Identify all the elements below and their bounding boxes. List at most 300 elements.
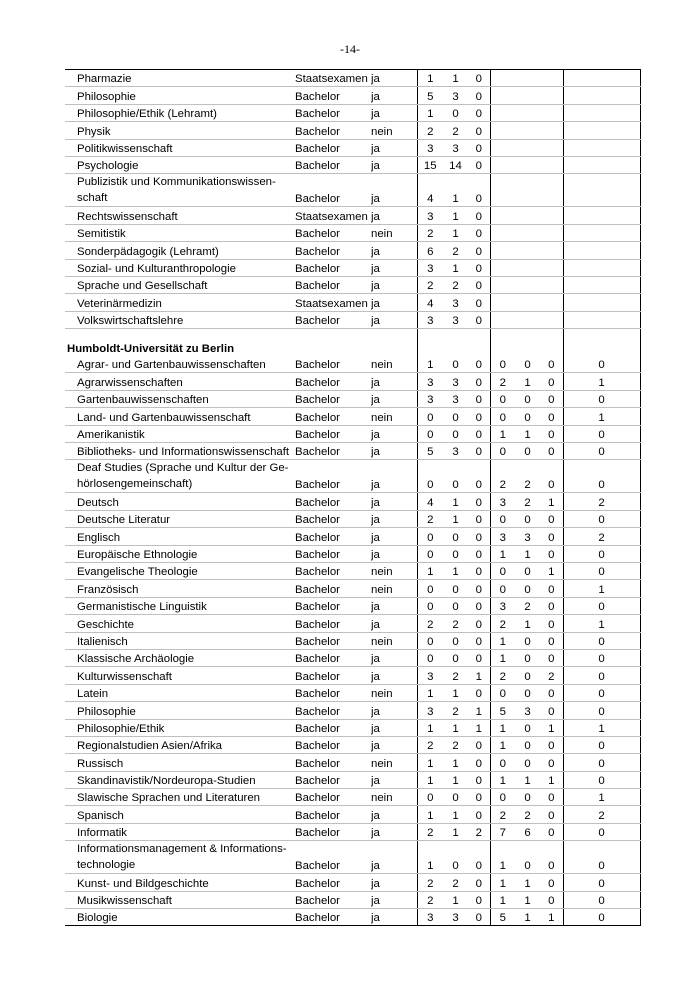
count-cell-a: 0	[417, 460, 443, 493]
count-cell-a: 5	[417, 443, 443, 460]
count-cell-a: 0	[417, 528, 443, 545]
count-cell-d: 0	[490, 789, 515, 806]
count-cell-a: 4	[417, 174, 443, 207]
program-name: Politikwissenschaft	[65, 139, 295, 156]
count-cell-e	[515, 156, 540, 173]
table-row	[65, 667, 640, 684]
count-cell-e: 0	[515, 754, 540, 771]
count-cell-g: 1	[563, 615, 640, 632]
program-name: Physik	[65, 122, 295, 139]
count-cell-f: 0	[540, 443, 563, 460]
table-row	[65, 545, 640, 562]
count-cell-c: 0	[468, 615, 490, 632]
degree-type: Bachelor	[295, 580, 371, 597]
count-cell-d: 1	[490, 771, 515, 788]
count-cell-d: 0	[490, 684, 515, 701]
program-name: Psychologie	[65, 156, 295, 173]
count-cell-d	[490, 87, 515, 104]
count-cell-g	[563, 174, 640, 207]
count-cell-e: 0	[515, 789, 540, 806]
count-cell-g: 0	[563, 562, 640, 579]
count-cell-a: 3	[417, 390, 443, 407]
flag-value: ja	[371, 70, 417, 87]
count-cell-b: 0	[443, 408, 468, 425]
degree-type: Bachelor	[295, 174, 371, 207]
degree-type: Bachelor	[295, 823, 371, 840]
count-cell-g: 0	[563, 736, 640, 753]
count-cell-a: 2	[417, 510, 443, 527]
count-cell-e: 0	[515, 443, 540, 460]
table-row	[65, 425, 640, 442]
count-cell-e	[515, 87, 540, 104]
count-cell-a: 15	[417, 156, 443, 173]
count-cell-d: 0	[490, 580, 515, 597]
table-row	[65, 702, 640, 719]
count-cell-d	[490, 224, 515, 241]
table-row	[65, 649, 640, 666]
flag-value: ja	[371, 615, 417, 632]
count-cell-f: 0	[540, 891, 563, 908]
flag-value: nein	[371, 562, 417, 579]
count-cell-d	[490, 156, 515, 173]
count-cell-c: 2	[468, 823, 490, 840]
count-cell-a: 3	[417, 259, 443, 276]
count-cell-b: 0	[443, 425, 468, 442]
program-name: Deutsche Literatur	[65, 510, 295, 527]
count-cell-d: 0	[490, 443, 515, 460]
degree-type: Bachelor	[295, 789, 371, 806]
count-cell-g: 1	[563, 789, 640, 806]
count-cell-g	[563, 207, 640, 224]
degree-type: Bachelor	[295, 104, 371, 121]
count-cell-e: 0	[515, 684, 540, 701]
count-cell-c: 0	[468, 789, 490, 806]
count-cell-d	[490, 276, 515, 293]
count-cell-a: 6	[417, 242, 443, 259]
count-cell-f: 0	[540, 528, 563, 545]
count-cell-a: 3	[417, 909, 443, 926]
count-cell-f	[540, 156, 563, 173]
count-cell-f: 1	[540, 493, 563, 510]
count-cell-c: 0	[468, 242, 490, 259]
count-cell-d: 0	[490, 356, 515, 373]
count-cell-f: 0	[540, 874, 563, 891]
degree-type: Bachelor	[295, 510, 371, 527]
flag-value: ja	[371, 104, 417, 121]
count-cell-c: 0	[468, 443, 490, 460]
degree-type: Staatsexamen	[295, 70, 371, 87]
count-cell-c: 0	[468, 528, 490, 545]
count-cell-c: 0	[468, 874, 490, 891]
flag-value: ja	[371, 139, 417, 156]
flag-value: nein	[371, 122, 417, 139]
count-cell-d	[490, 122, 515, 139]
program-name: Philosophie/Ethik (Lehramt)	[65, 104, 295, 121]
count-cell-c: 0	[468, 562, 490, 579]
count-cell-f: 0	[540, 580, 563, 597]
count-cell-d: 3	[490, 493, 515, 510]
count-cell-a: 2	[417, 122, 443, 139]
degree-type: Bachelor	[295, 545, 371, 562]
count-cell-b: 3	[443, 909, 468, 926]
degree-type: Bachelor	[295, 311, 371, 328]
count-cell-c: 1	[468, 702, 490, 719]
count-cell-a: 3	[417, 207, 443, 224]
table-row	[65, 87, 640, 104]
program-name: Sonderpädagogik (Lehramt)	[65, 242, 295, 259]
count-cell-b: 1	[443, 70, 468, 87]
program-name: Rechtswissenschaft	[65, 207, 295, 224]
count-cell-e	[515, 311, 540, 328]
count-cell-d: 1	[490, 719, 515, 736]
count-cell-g	[563, 294, 640, 311]
flag-value: nein	[371, 580, 417, 597]
flag-value: ja	[371, 276, 417, 293]
count-cell-b: 3	[443, 139, 468, 156]
count-cell-d: 5	[490, 702, 515, 719]
count-cell-e: 0	[515, 408, 540, 425]
count-cell-b: 1	[443, 174, 468, 207]
count-cell-e	[515, 139, 540, 156]
flag-value: ja	[371, 528, 417, 545]
degree-type: Bachelor	[295, 87, 371, 104]
table-row	[65, 493, 640, 510]
flag-value: nein	[371, 224, 417, 241]
count-cell-d: 1	[490, 632, 515, 649]
flag-value: ja	[371, 545, 417, 562]
page-number: -14-	[340, 42, 360, 56]
flag-value: ja	[371, 510, 417, 527]
count-cell-a: 4	[417, 493, 443, 510]
program-name: Agrarwissenschaften	[65, 373, 295, 390]
count-cell-b: 1	[443, 684, 468, 701]
count-cell-g: 0	[563, 510, 640, 527]
count-cell-d: 2	[490, 460, 515, 493]
count-cell-g: 0	[563, 909, 640, 926]
degree-type: Staatsexamen	[295, 207, 371, 224]
table-row	[65, 408, 640, 425]
count-cell-f: 0	[540, 823, 563, 840]
count-cell-d: 1	[490, 841, 515, 874]
program-name: Europäische Ethnologie	[65, 545, 295, 562]
count-cell-e: 1	[515, 373, 540, 390]
count-cell-e	[515, 224, 540, 241]
flag-value: ja	[371, 493, 417, 510]
count-cell-b: 3	[443, 443, 468, 460]
count-cell-d: 3	[490, 528, 515, 545]
count-cell-f: 0	[540, 390, 563, 407]
count-cell-a: 1	[417, 70, 443, 87]
degree-type: Bachelor	[295, 373, 371, 390]
count-cell-g: 0	[563, 390, 640, 407]
program-name: Gartenbauwissenschaften	[65, 390, 295, 407]
count-cell-c: 0	[468, 70, 490, 87]
count-cell-f	[540, 259, 563, 276]
count-cell-c: 0	[468, 104, 490, 121]
table-row	[65, 510, 640, 527]
program-name: Informatik	[65, 823, 295, 840]
count-cell-b: 14	[443, 156, 468, 173]
count-cell-a: 0	[417, 649, 443, 666]
count-cell-e	[515, 294, 540, 311]
count-cell-f	[540, 224, 563, 241]
count-cell-c: 0	[468, 632, 490, 649]
count-cell-f	[540, 70, 563, 87]
count-cell-d: 2	[490, 806, 515, 823]
table-row	[65, 632, 640, 649]
count-cell-b: 1	[443, 510, 468, 527]
count-cell-d: 2	[490, 667, 515, 684]
flag-value: ja	[371, 294, 417, 311]
count-cell-b: 0	[443, 649, 468, 666]
count-cell-g: 0	[563, 684, 640, 701]
program-name: Russisch	[65, 754, 295, 771]
flag-value: ja	[371, 373, 417, 390]
count-cell-b: 3	[443, 311, 468, 328]
count-cell-d	[490, 207, 515, 224]
count-cell-d: 0	[490, 754, 515, 771]
count-cell-c: 0	[468, 311, 490, 328]
count-cell-e: 2	[515, 493, 540, 510]
count-cell-f	[540, 276, 563, 293]
count-cell-f: 0	[540, 736, 563, 753]
count-cell-g	[563, 122, 640, 139]
count-cell-b: 2	[443, 667, 468, 684]
count-cell-d: 0	[490, 408, 515, 425]
count-cell-f: 1	[540, 771, 563, 788]
flag-value: nein	[371, 632, 417, 649]
count-cell-e: 0	[515, 667, 540, 684]
program-name: Biologie	[65, 909, 295, 926]
study-programs-table	[65, 69, 641, 926]
count-cell-f: 0	[540, 373, 563, 390]
count-cell-c: 0	[468, 87, 490, 104]
count-cell-b: 1	[443, 771, 468, 788]
program-name: Germanistische Linguistik	[65, 597, 295, 614]
degree-type: Bachelor	[295, 224, 371, 241]
count-cell-b: 2	[443, 276, 468, 293]
degree-type: Bachelor	[295, 139, 371, 156]
program-name: Deaf Studies (Sprache und Kultur der Ge-hörlosengemeinschaft)	[65, 460, 295, 493]
count-cell-a: 0	[417, 425, 443, 442]
degree-type: Bachelor	[295, 276, 371, 293]
count-cell-d: 1	[490, 874, 515, 891]
count-cell-d	[490, 104, 515, 121]
program-name: Publizistik und Kommunikationswissen-schaft	[65, 174, 295, 207]
count-cell-f: 0	[540, 649, 563, 666]
table-row	[65, 562, 640, 579]
count-cell-d: 7	[490, 823, 515, 840]
count-cell-g: 0	[563, 632, 640, 649]
table-row	[65, 891, 640, 908]
degree-type: Bachelor	[295, 493, 371, 510]
count-cell-e: 0	[515, 390, 540, 407]
table-row	[65, 684, 640, 701]
count-cell-b: 0	[443, 632, 468, 649]
count-cell-g: 2	[563, 493, 640, 510]
count-cell-d: 1	[490, 425, 515, 442]
count-cell-g: 1	[563, 408, 640, 425]
count-cell-g: 1	[563, 580, 640, 597]
count-cell-e: 0	[515, 580, 540, 597]
count-cell-c: 0	[468, 460, 490, 493]
program-name: Philosophie	[65, 87, 295, 104]
count-cell-a: 3	[417, 667, 443, 684]
count-cell-c: 0	[468, 425, 490, 442]
count-cell-a: 2	[417, 874, 443, 891]
count-cell-c: 0	[468, 649, 490, 666]
table-row	[65, 294, 640, 311]
program-name: Informationsmanagement & Informations-technologie	[65, 841, 295, 874]
flag-value: ja	[371, 259, 417, 276]
count-cell-e: 1	[515, 891, 540, 908]
program-name: Kunst- und Bildgeschichte	[65, 874, 295, 891]
flag-value: ja	[371, 597, 417, 614]
count-cell-c: 0	[468, 259, 490, 276]
table-row	[65, 528, 640, 545]
degree-type: Bachelor	[295, 460, 371, 493]
count-cell-g: 0	[563, 356, 640, 373]
table-row	[65, 874, 640, 891]
count-cell-f: 0	[540, 597, 563, 614]
table-row	[65, 390, 640, 407]
count-cell-e: 2	[515, 460, 540, 493]
program-name: Agrar- und Gartenbauwissenschaften	[65, 356, 295, 373]
table-row	[65, 443, 640, 460]
count-cell-f: 0	[540, 408, 563, 425]
flag-value: ja	[371, 390, 417, 407]
count-cell-d	[490, 294, 515, 311]
count-cell-g	[563, 87, 640, 104]
degree-type: Bachelor	[295, 771, 371, 788]
count-cell-f: 0	[540, 545, 563, 562]
program-name: Italienisch	[65, 632, 295, 649]
count-cell-f: 0	[540, 615, 563, 632]
count-cell-g: 0	[563, 649, 640, 666]
flag-value: ja	[371, 667, 417, 684]
count-cell-e: 2	[515, 806, 540, 823]
degree-type: Bachelor	[295, 259, 371, 276]
degree-type: Bachelor	[295, 425, 371, 442]
count-cell-e	[515, 104, 540, 121]
count-cell-b: 0	[443, 104, 468, 121]
count-cell-e: 0	[515, 632, 540, 649]
count-cell-b: 0	[443, 460, 468, 493]
count-cell-b: 1	[443, 259, 468, 276]
count-cell-c: 0	[468, 174, 490, 207]
count-cell-g: 0	[563, 667, 640, 684]
count-cell-g: 0	[563, 545, 640, 562]
count-cell-g: 2	[563, 528, 640, 545]
degree-type: Bachelor	[295, 806, 371, 823]
program-name: Spanisch	[65, 806, 295, 823]
count-cell-g: 2	[563, 806, 640, 823]
count-cell-c: 0	[468, 356, 490, 373]
count-cell-b: 2	[443, 736, 468, 753]
program-name: Slawische Sprachen und Literaturen	[65, 789, 295, 806]
count-cell-b: 0	[443, 597, 468, 614]
count-cell-a: 0	[417, 597, 443, 614]
program-name: Veterinärmedizin	[65, 294, 295, 311]
university-header-row	[65, 329, 640, 357]
count-cell-e	[515, 259, 540, 276]
table-row	[65, 580, 640, 597]
count-cell-b: 1	[443, 823, 468, 840]
count-cell-c: 0	[468, 806, 490, 823]
count-cell-e: 1	[515, 771, 540, 788]
program-name: Geschichte	[65, 615, 295, 632]
count-cell-g: 0	[563, 754, 640, 771]
count-cell-d: 1	[490, 736, 515, 753]
flag-value: ja	[371, 649, 417, 666]
count-cell-c: 0	[468, 545, 490, 562]
count-cell-a: 2	[417, 224, 443, 241]
program-name: Regionalstudien Asien/Afrika	[65, 736, 295, 753]
count-cell-e: 3	[515, 702, 540, 719]
table-row	[65, 841, 640, 874]
count-cell-c: 0	[468, 736, 490, 753]
count-cell-g	[563, 311, 640, 328]
degree-type: Bachelor	[295, 408, 371, 425]
program-name: Pharmazie	[65, 70, 295, 87]
count-cell-g: 1	[563, 373, 640, 390]
count-cell-c: 0	[468, 390, 490, 407]
count-cell-f: 0	[540, 510, 563, 527]
count-cell-e	[515, 207, 540, 224]
program-name: Philosophie/Ethik	[65, 719, 295, 736]
count-cell-e: 6	[515, 823, 540, 840]
count-cell-f	[540, 174, 563, 207]
degree-type: Bachelor	[295, 390, 371, 407]
count-cell-e	[515, 70, 540, 87]
table-row	[65, 615, 640, 632]
count-cell-d: 2	[490, 373, 515, 390]
count-cell-a: 1	[417, 806, 443, 823]
table-row	[65, 719, 640, 736]
count-cell-d: 0	[490, 562, 515, 579]
count-cell-g	[563, 276, 640, 293]
count-cell-g	[563, 104, 640, 121]
table-row	[65, 597, 640, 614]
count-cell-a: 3	[417, 139, 443, 156]
table-row	[65, 909, 640, 926]
count-cell-f	[540, 242, 563, 259]
count-cell-f: 0	[540, 356, 563, 373]
count-cell-g	[563, 242, 640, 259]
count-cell-a: 2	[417, 276, 443, 293]
count-cell-f: 0	[540, 806, 563, 823]
count-cell-d	[490, 259, 515, 276]
count-cell-e: 0	[515, 562, 540, 579]
count-cell-c: 0	[468, 771, 490, 788]
count-cell-a: 1	[417, 562, 443, 579]
count-cell-e: 0	[515, 510, 540, 527]
count-cell-c: 0	[468, 408, 490, 425]
count-cell-g	[563, 139, 640, 156]
count-cell-c: 0	[468, 684, 490, 701]
count-cell-c: 1	[468, 719, 490, 736]
count-cell-b: 1	[443, 562, 468, 579]
table-row	[65, 806, 640, 823]
flag-value: ja	[371, 156, 417, 173]
degree-type: Bachelor	[295, 528, 371, 545]
flag-value: ja	[371, 841, 417, 874]
count-cell-d	[490, 311, 515, 328]
count-cell-a: 1	[417, 684, 443, 701]
count-cell-g: 0	[563, 771, 640, 788]
count-cell-g: 1	[563, 719, 640, 736]
count-cell-f: 0	[540, 789, 563, 806]
